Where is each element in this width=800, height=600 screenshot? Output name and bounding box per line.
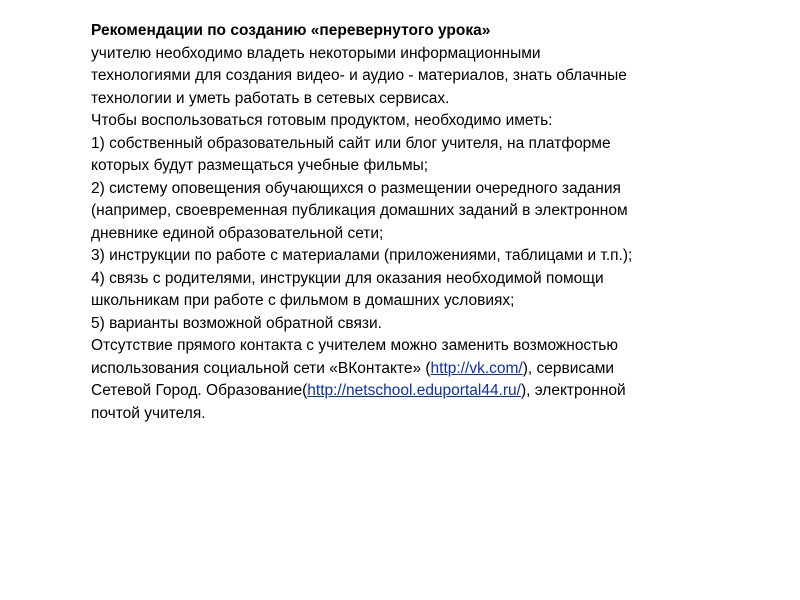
vk-link[interactable]: http://vk.com/ [430,359,523,377]
list-item-1: 1) собственный образовательный сайт или блог учителя, на платформе [91,134,611,152]
netschool-link[interactable]: http://netschool.eduportal44.ru/ [307,382,521,399]
text-line: технологиями для создания видео- и аудио - материалов, знать облачные [91,67,627,84]
text-line-vk [91,358,791,381]
list-item-2: 2) систему оповещения обучающихся о размещении очередного задания [91,179,621,197]
slide-title: Рекомендации по созданию «перевернутого урока» [91,22,491,39]
text-line: Отсутствие прямого контакта с учителем можно заменить возможностью [91,337,618,354]
text-line: которых будут размещаться учебные фильмы; [91,157,429,174]
text-line: почтой учителя. [91,404,206,422]
text-fragment: Сетевой Город. Образование( [91,382,308,399]
text-line: школьникам при работе с фильмом в домашних условиях; [91,292,515,309]
text-fragment: ), электронной [520,382,626,399]
text-fragment: использования социальной сети «ВКонтакте» ( [91,359,431,377]
slide-text-body [91,20,791,425]
text-fragment: ), сервисами [522,359,615,377]
text-line-netschool [91,380,791,403]
text-line: (например, своевременная публикация домашних заданий в электронном [91,202,628,219]
text-line: технологии и уметь работать в сетевых сервисах. [91,89,450,107]
list-item-5: 5) варианты возможной обратной связи. [91,314,382,332]
list-item-3: 3) инструкции по работе с материалами (приложениями, таблицами и т.п.); [91,247,633,264]
text-line: Чтобы воспользоваться готовым продуктом, необходимо иметь: [91,112,553,129]
text-line: дневнике единой образовательной сети; [91,224,384,242]
text-line: учителю необходимо владеть некоторыми информационными [91,44,541,62]
list-item-4: 4) связь с родителями, инструкции для оказания необходимой помощи [91,269,604,287]
